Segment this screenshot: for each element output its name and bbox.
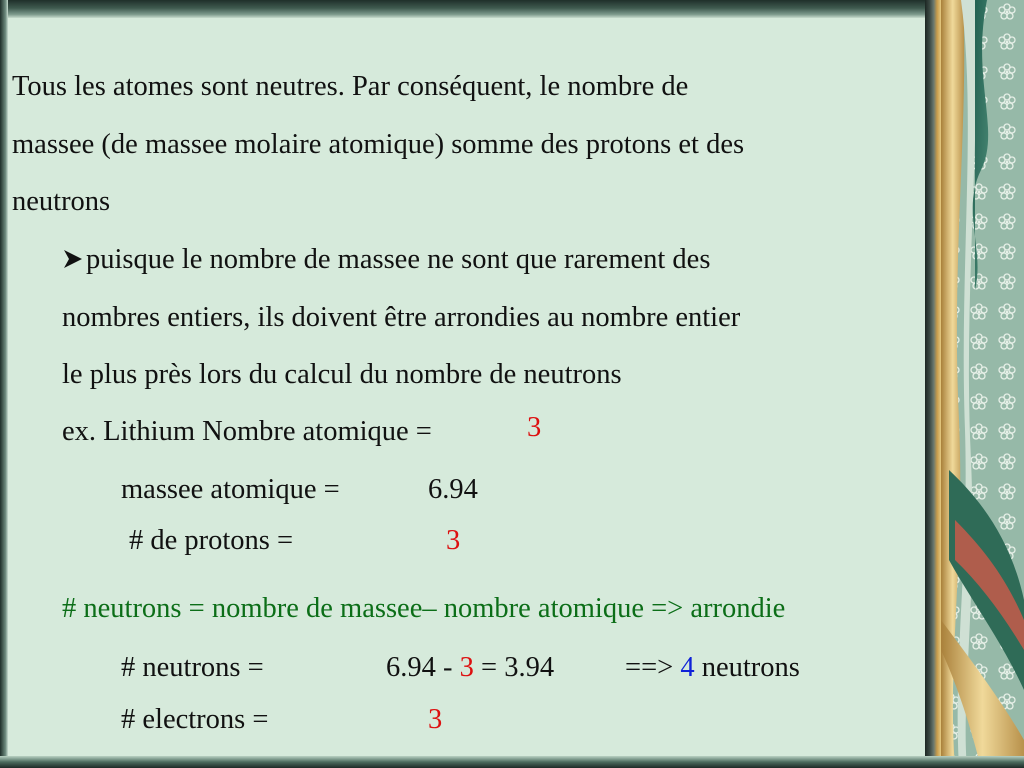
arrowhead-bullet-icon [62, 247, 84, 271]
bullet-line-2: nombres entiers, ils doivent être arrondies au nombre entier [62, 302, 741, 333]
floral-pattern-decoration [941, 0, 1024, 768]
decorative-side-panel [941, 0, 1024, 768]
intro-line-2: massee (de massee molaire atomique) somme des protons et des [12, 129, 745, 160]
example-atomic-number-value: 3 [527, 412, 542, 443]
neutrons-result [625, 654, 800, 683]
neutrons-arrow: ==> [625, 652, 674, 683]
example-atomic-number-label: ex. Lithium Nombre atomique = [62, 416, 432, 447]
bullet-text-1: puisque le nombre de massee ne sont que rarement des [86, 244, 711, 275]
protons-label: # de protons = [129, 525, 294, 556]
electrons-label: # electrons = [121, 704, 269, 735]
atomic-mass-value: 6.94 [428, 474, 478, 505]
intro-line-3: neutrons [12, 186, 111, 217]
atomic-mass-label: massee atomique = [121, 474, 340, 505]
neutron-formula: # neutrons = nombre de massee– nombre atomique => arrondie [62, 593, 786, 624]
neutrons-label: # neutrons = [121, 652, 264, 683]
neutrons-expr-atomic-number: 3 [459, 652, 474, 683]
bullet-line-1 [62, 246, 710, 275]
neutrons-expr-start: 6.94 - [386, 652, 460, 683]
neutrons-expr-end: = 3.94 [473, 652, 555, 683]
slide-divider-bar [925, 0, 941, 768]
neutrons-calculation [386, 654, 554, 683]
bullet-line-3: le plus près lors du calcul du nombre de neutrons [62, 359, 622, 390]
neutrons-result-value: 4 [680, 652, 695, 683]
neutrons-result-unit: neutrons [701, 652, 800, 683]
electrons-value: 3 [428, 704, 443, 735]
slide-frame-bottom [0, 756, 1024, 768]
protons-value: 3 [446, 525, 461, 556]
intro-line-1: Tous les atomes sont neutres. Par conséquent, le nombre de [12, 71, 689, 102]
